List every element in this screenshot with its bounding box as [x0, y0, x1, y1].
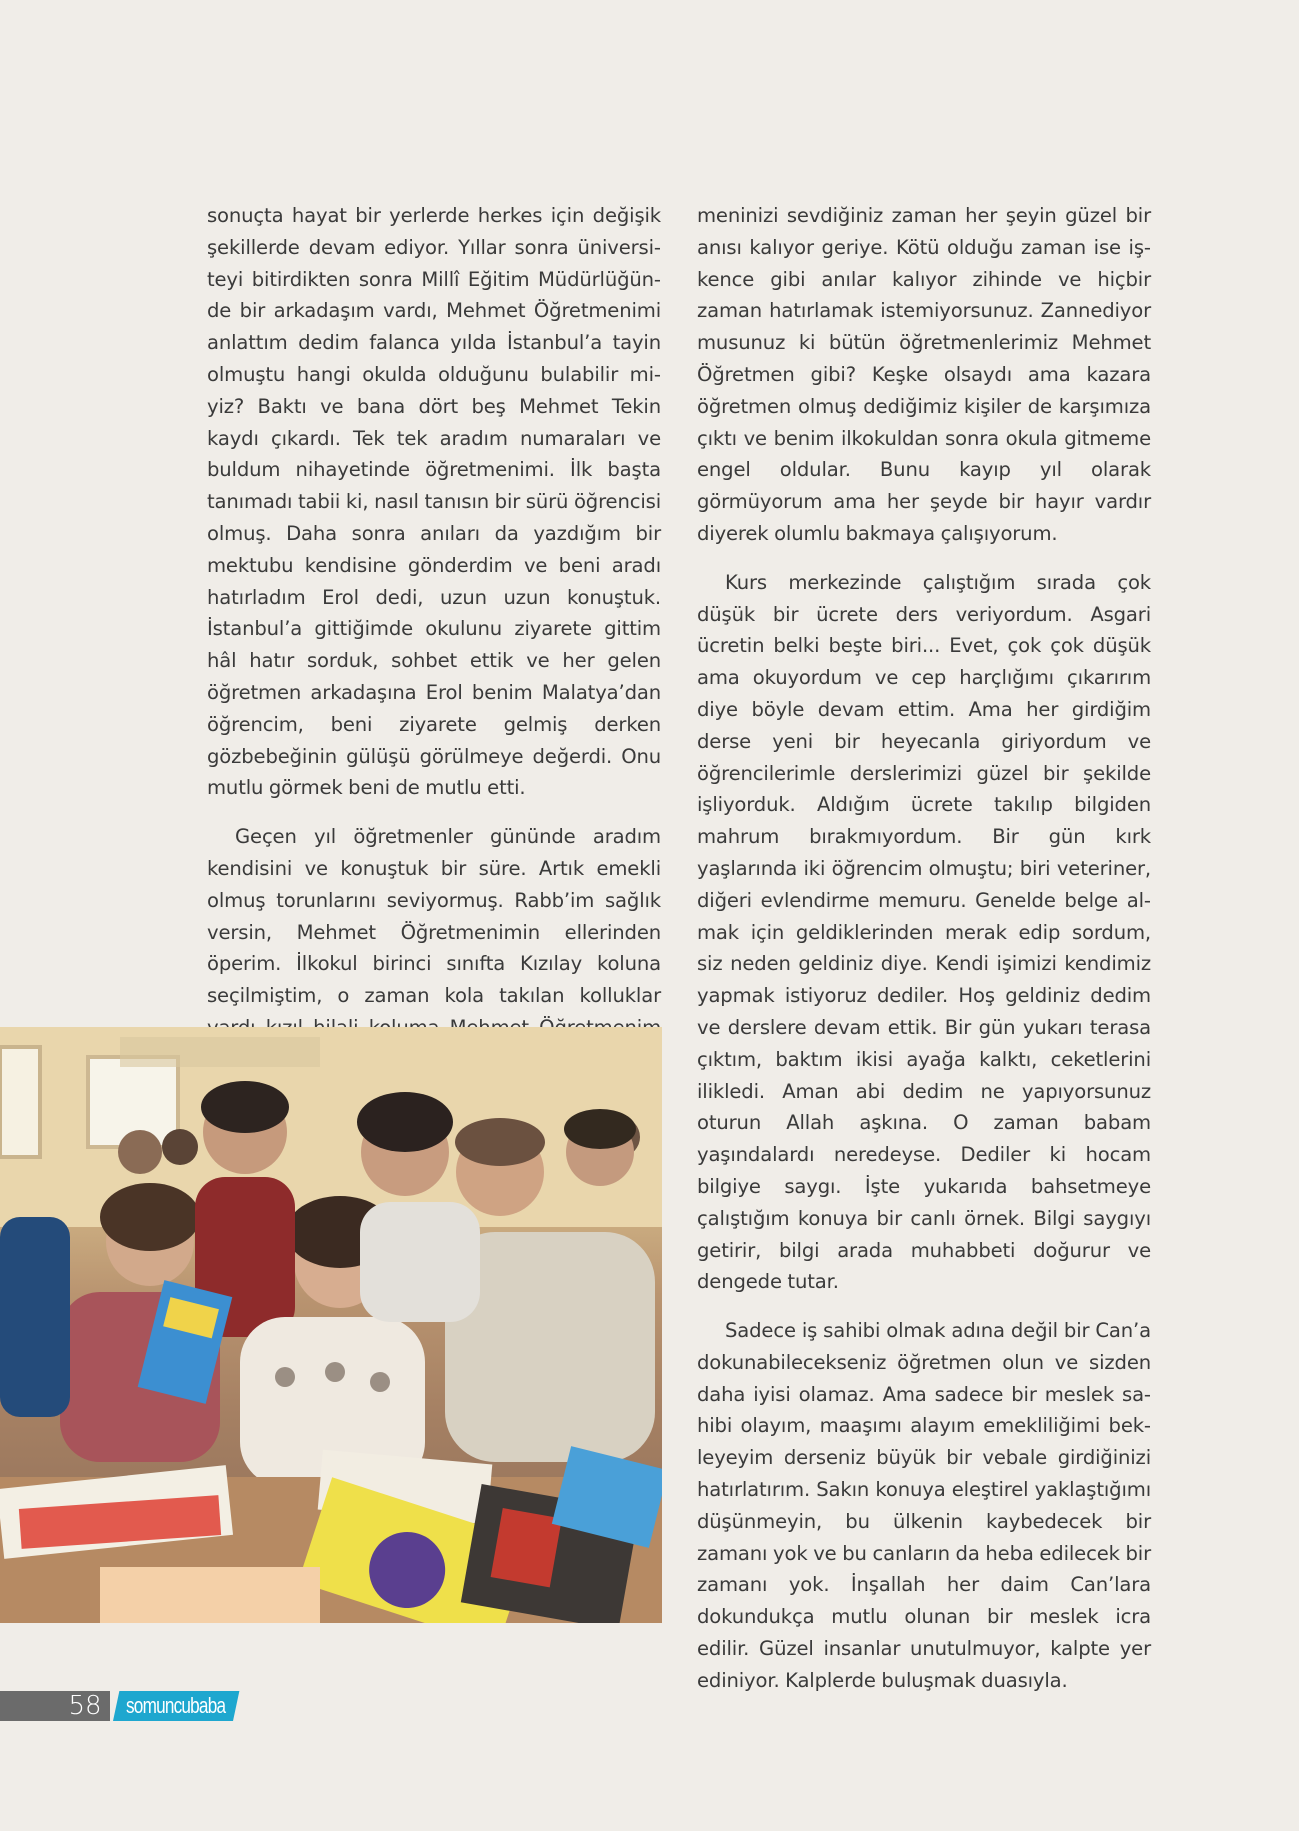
- right-text-column: [697, 200, 1151, 1714]
- right-paragraph-1: meninizi sevdiğiniz zaman her şeyin güzel bir anısı kalıyor geriye. Kötü olduğu zaman ise işkence gibi anılar kalıyor zihinde ve hiçbir zaman hatırlamak istemiyorsunuz. Zannediyor musunuz ki bütün öğretmenlerimiz Mehmet Öğretmen gibi? Keşke olsaydı ama kazara öğretmen olmuş dediğimiz kişiler de karşımıza çıktı ve benim ilkokuldan sonra okula gitmeme engel oldular. Bunu kayıp yıl olarak görmüyorum ama her şeyde bir hayır vardır diyerek olumlu bakmaya çalışıyorum.: [697, 204, 1151, 545]
- left-text-column: [207, 200, 661, 1093]
- brand-name: somuncubaba: [126, 1693, 226, 1718]
- left-paragraph-2: Geçen yıl öğretmenler gününde aradım kendisini ve konuştuk bir süre. Artık emekli olmuş torunlarını seviyormuş. Rabb’im sağlık versin, Mehmet Öğretmenimin ellerinden öperim. İlkokul birinci sınıfta Kızılay koluna seçilmiştim, o zaman kola takılan kolluklar: [207, 825, 661, 1008]
- photo-illustration: [0, 1027, 662, 1623]
- left-paragraph-1: sonuçta hayat bir yerlerde herkes için değişik şekillerde devam ediyor. Yıllar sonra üniversiteyi bitirdikten sonra Millî Eğitim Müdürlüğünde bir arkadaşım vardı, Mehmet Öğretmenimi anlattım dedim falanca yılda İstanbul’a tayin olmuştu hangi okulda olduğunu bulabilir miyiz? Baktı ve bana dört beş Mehmet Tekin kaydı çıkardı. Tek tek aradım numaraları ve buldum nihayetinde öğretmenimi. İlk başta tanımadı tabii ki, nasıl tanısın bir sürü öğrencisi olmuş. Daha sonra anıları da yazdığım bir mektubu kendisine gönderdim ve beni aradı hatırladım Erol dedi, uzun uzun konuştuk. İstanbul’a gittiğimde okulunu ziyarete gittim hâl hatır sorduk, sohbet ettik ve her gelen öğretmen arkadaşına Erol benim Malatya’dan öğrencim, beni ziyarete gelmiş derken gözbebeğinin gülüşü görülmeye değerdi. Onu mutlu görmek beni de mutlu etti.: [207, 204, 661, 800]
- children-with-books-photo: [0, 1027, 662, 1623]
- right-paragraph-3: Sadece iş sahibi olmak adına değil bir Can’a dokunabilecekseniz öğretmen olun ve sizden daha iyisi olamaz. Ama sadece bir meslek sahibi olayım, maaşımı alayım emekliliğimi bekleyeyim derseniz büyük bir vebale girdiğinizi hatırlatırım. Sakın konuya eleştirel yaklaştığımı düşünmeyin, bu ülkenin kaybedecek bir zamanı yok ve bu canların da heba edilecek bir zamanı yok. İnşallah her daim Can’lara dokundukça mutlu olunan bir meslek icra edilir. Güzel insanlar unutulmuyor, kalpte yer ediniyor. Kalplerde buluşmak duasıyla.: [697, 1319, 1151, 1692]
- right-paragraph-2: Kurs merkezinde çalıştığım sırada çok düşük bir ücrete ders veriyordum. Asgari ücretin belki beşte biri... Evet, çok çok düşük ama okuyordum ve cep harçlığımı çıkarırım diye böyle devam ettim. Ama her girdiğim derse yeni bir heyecanla giriyordum ve öğrencilerimle derslerimizi güzel bir şekilde işliyorduk. Aldığım ücrete takılıp bilgiden mahrum bırakmıyordum. Bir gün kırk yaşlarında iki öğrencim olmuştu; biri veteriner, diğeri evlendirme memuru. Genelde belge almak için geldiklerinden merak edip sordum, siz neden geldiniz diye. Kendi işimizi kendimiz yapmak istiyoruz dediler. Hoş geldiniz dedim ve derslere devam ettik. Bir gün yukarı terasa çıktım, baktım ikisi ayağa kalktı, ceketlerini ilikledi. Aman abi dedim ne yapıyorsunuz oturun Allah aşkına. O zaman babam yaşındalardı neredeyse. Dediler ki hocam bilgiye saygı. İşte yukarıda bahsetmeye çalıştığım konuya bir canlı örnek. Bilgi saygıyı getirir, bilgi arada muhabbeti doğurur ve dengede tutar.: [697, 570, 1151, 1294]
- page-number: 58: [68, 1691, 102, 1721]
